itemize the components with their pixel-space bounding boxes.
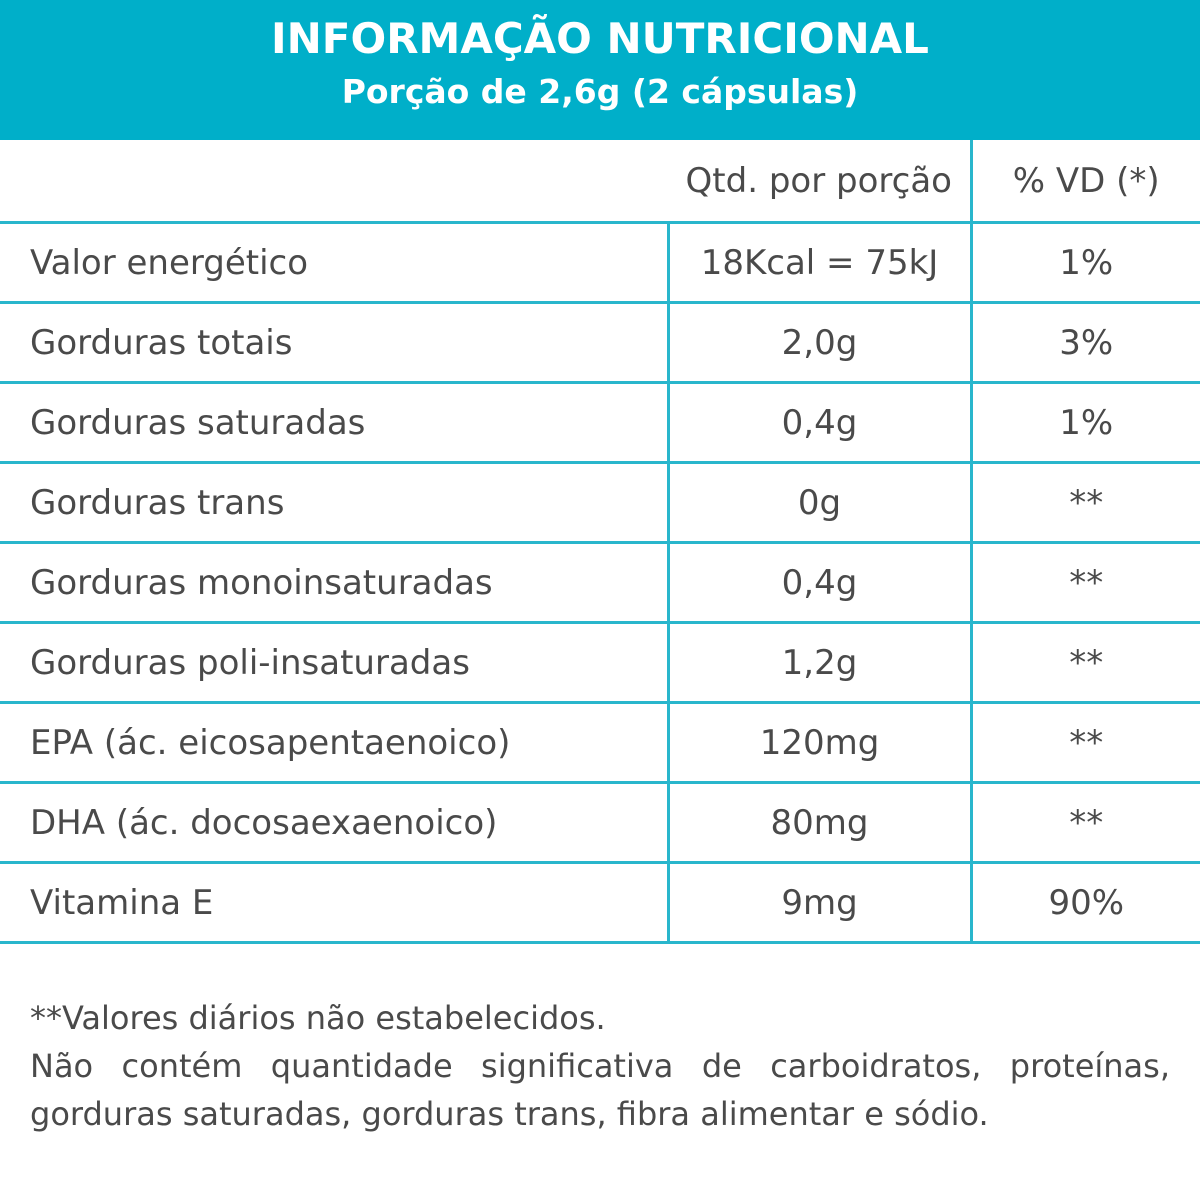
table-row bbox=[0, 703, 1200, 783]
nutrient-daily-value: 90% bbox=[971, 863, 1200, 943]
nutrient-amount: 2,0g bbox=[668, 303, 971, 383]
nutrient-amount: 80mg bbox=[668, 783, 971, 863]
nutrient-daily-value: 1% bbox=[971, 223, 1200, 303]
nutrient-name: Gorduras saturadas bbox=[0, 383, 668, 463]
nutrient-amount: 0,4g bbox=[668, 383, 971, 463]
nutrient-amount: 0g bbox=[668, 463, 971, 543]
table-row bbox=[0, 383, 1200, 463]
table-row bbox=[0, 543, 1200, 623]
table-row bbox=[0, 223, 1200, 303]
nutrient-name: Vitamina E bbox=[0, 863, 668, 943]
nutrient-daily-value: ** bbox=[971, 623, 1200, 703]
nutrient-daily-value: ** bbox=[971, 783, 1200, 863]
footnote-daily-values: **Valores diários não estabelecidos. bbox=[30, 999, 606, 1037]
column-header-nutrient bbox=[0, 140, 668, 223]
nutrient-name: DHA (ác. docosaexaenoico) bbox=[0, 783, 668, 863]
column-header-daily-value: % VD (*) bbox=[971, 140, 1200, 223]
table-header-row bbox=[0, 140, 1200, 223]
nutrient-daily-value: ** bbox=[971, 703, 1200, 783]
table-row bbox=[0, 303, 1200, 383]
serving-size: Porção de 2,6g (2 cápsulas) bbox=[341, 72, 859, 111]
nutrient-amount: 18Kcal = 75kJ bbox=[668, 223, 971, 303]
nutrient-amount: 9mg bbox=[668, 863, 971, 943]
nutrient-name: Gorduras totais bbox=[0, 303, 668, 383]
table-row bbox=[0, 783, 1200, 863]
nutrient-daily-value: 3% bbox=[971, 303, 1200, 383]
nutrient-amount: 120mg bbox=[668, 703, 971, 783]
page-title: INFORMAÇÃO NUTRICIONAL bbox=[271, 14, 929, 63]
nutrient-name: Gorduras trans bbox=[0, 463, 668, 543]
table-row bbox=[0, 463, 1200, 543]
footnotes bbox=[30, 994, 1170, 1138]
nutrient-daily-value: 1% bbox=[971, 383, 1200, 463]
nutrient-daily-value: ** bbox=[971, 543, 1200, 623]
table-row bbox=[0, 863, 1200, 943]
nutrient-name: Gorduras monoinsaturadas bbox=[0, 543, 668, 623]
column-header-quantity: Qtd. por porção bbox=[668, 140, 971, 223]
nutrient-name: EPA (ác. eicosapentaenoico) bbox=[0, 703, 668, 783]
nutrient-name: Gorduras poli-insaturadas bbox=[0, 623, 668, 703]
footnote-not-significant: Não contém quantidade significativa de carboidratos, proteínas, gorduras saturadas, gorduras trans, fibra alimentar e sódio. bbox=[30, 1047, 1170, 1133]
nutrient-daily-value: ** bbox=[971, 463, 1200, 543]
table-row bbox=[0, 623, 1200, 703]
nutrient-amount: 1,2g bbox=[668, 623, 971, 703]
nutrition-table bbox=[0, 140, 1200, 944]
nutrient-name: Valor energético bbox=[0, 223, 668, 303]
nutrition-header bbox=[0, 0, 1200, 140]
nutrient-amount: 0,4g bbox=[668, 543, 971, 623]
